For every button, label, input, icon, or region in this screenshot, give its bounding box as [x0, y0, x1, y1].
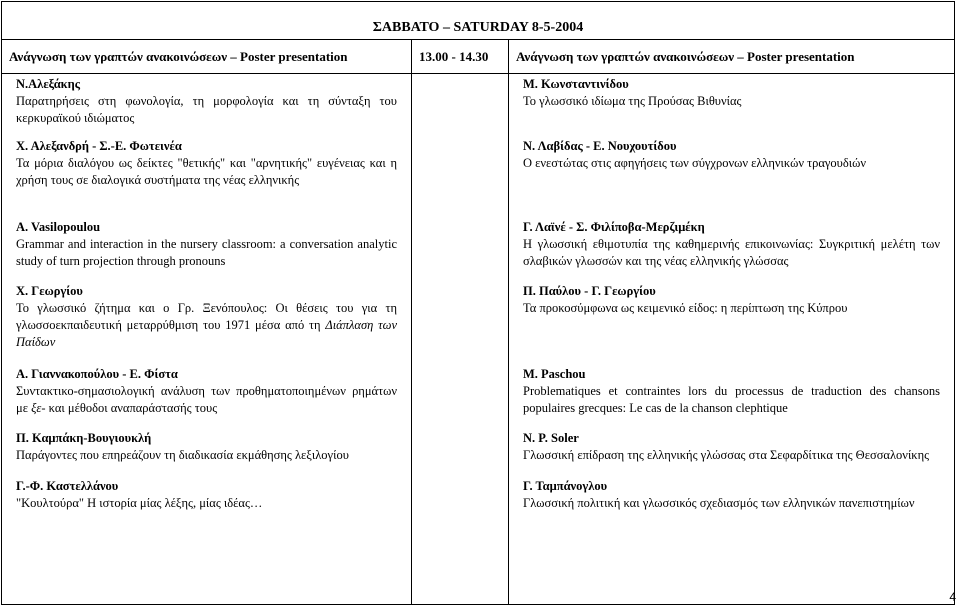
left-session-title: Ανάγνωση των γραπτών ανακοινώσεων – Poster presentation — [2, 40, 412, 74]
entry-author: Ν.Αλεξάκης — [16, 77, 80, 91]
entry-title: Γλωσσική πολιτική και γλωσσικός σχεδιασμός των ελληνικών πανεπιστημίων — [523, 496, 915, 510]
entry-author: Χ. Γεωργίου — [16, 284, 83, 298]
right-entry-7 — [523, 478, 940, 512]
entry-author: Γ. Λαϊνέ - Σ. Φιλίποβα-Μερζιμέκη — [523, 220, 705, 234]
right-entry-1 — [523, 76, 940, 110]
entry-author: Γ. Ταμπάνογλου — [523, 479, 608, 493]
left-entry-1 — [16, 76, 397, 127]
entry-author: N. P. Soler — [523, 431, 579, 445]
middle-column — [412, 74, 509, 605]
entry-title: Τα μόρια διαλόγου ως δείκτες "θετικής" και "αρνητικής" ευγένειας και η χρήση τους σε διαλογικά συστήματα της νέας ελληνικής — [16, 156, 397, 187]
right-column — [509, 74, 955, 605]
entry-title: Ο ενεστώτας στις αφηγήσεις των σύγχρονων ελληνικών τραγουδιών — [523, 156, 867, 170]
left-column — [2, 74, 412, 605]
entry-title: Η γλωσσική εθιμοτυπία της καθημερινής επικοινωνίας: Συγκριτική μελέτη των σλαβικών γλωσσών και της νέας ελληνικής γλώσσας — [523, 237, 941, 268]
entry-author: Ν. Λαβίδας - Ε. Νουχουτίδου — [523, 139, 677, 153]
content-row — [2, 74, 955, 605]
left-entry-5 — [16, 366, 397, 417]
entry-title: "Κουλτούρα" Η ιστορία μίας λέξης, μίας ιδέας… — [16, 496, 263, 510]
entry-title: Γλωσσική επίδραση της ελληνικής γλώσσας στα Σεφαρδίτικα της Θεσσαλονίκης — [523, 448, 930, 462]
left-entry-3 — [16, 219, 397, 270]
left-entry-4 — [16, 283, 397, 351]
entry-title: Συντακτικο-σημασιολογική ανάλυση των προθηματοποιημένων ρημάτων με ξε- και μέθοδοι αναπαράστασής τους — [16, 384, 397, 415]
session-header-row — [2, 40, 955, 74]
page-number: 4 — [949, 590, 956, 604]
entry-title: Παράγοντες που επηρεάζουν τη διαδικασία εκμάθησης λεξιλογίου — [16, 448, 349, 462]
session-time: 13.00 - 14.30 — [412, 40, 509, 74]
entry-author: Α. Γιαννακοπούλου - Ε. Φίστα — [16, 367, 178, 381]
day-title: ΣΑΒΒΑΤΟ – SATURDAY 8-5-2004 — [2, 2, 955, 40]
entry-title: Παρατηρήσεις στη φωνολογία, τη μορφολογία και τη σύνταξη του κερκυραϊκού ιδιώματος — [16, 94, 397, 125]
right-session-title: Ανάγνωση των γραπτών ανακοινώσεων – Poster presentation — [509, 40, 955, 74]
left-entry-7 — [16, 478, 397, 512]
entry-title: Το γλωσσικό ιδίωμα της Προύσας Βιθυνίας — [523, 94, 742, 108]
entry-author: Γ.-Φ. Καστελλάνου — [16, 479, 119, 493]
entry-title: Grammar and interaction in the nursery classroom: a conversation analytic study of turn projection through pronouns — [16, 237, 397, 268]
right-entry-5 — [523, 366, 940, 417]
entry-author: A. Vasilopoulou — [16, 220, 101, 234]
right-entry-3 — [523, 219, 940, 270]
left-entry-6 — [16, 430, 397, 464]
right-entry-2 — [523, 138, 940, 172]
entry-author: Μ. Κωνσταντινίδου — [523, 77, 629, 91]
right-entry-6 — [523, 430, 940, 464]
title-row — [2, 2, 955, 40]
entry-author: Π. Παύλου - Γ. Γεωργίου — [523, 284, 656, 298]
entry-author: Χ. Αλεξανδρή - Σ.-Ε. Φωτεινέα — [16, 139, 182, 153]
entry-title: Τα προκοσύμφωνα ως κειμενικό είδος: η περίπτωση της Κύπρου — [523, 301, 848, 315]
entry-author: Π. Καμπάκη-Βουγιουκλή — [16, 431, 152, 445]
entry-title: Problematiques et contraintes lors du processus de traduction des chansons populaires grecques: Le cas de la chanson clephtique — [523, 384, 941, 415]
left-entry-2 — [16, 138, 397, 189]
entry-author: M. Paschou — [523, 367, 586, 381]
schedule-table — [1, 1, 955, 605]
entry-title: Το γλωσσικό ζήτημα και ο Γρ. Ξενόπουλος: Οι θέσεις του για τη γλωσσοεκπαιδευτική μεταρρύθμιση του 1971 μέσα από τη Διάπλαση των Παίδων — [16, 301, 397, 349]
right-entry-4 — [523, 283, 940, 317]
